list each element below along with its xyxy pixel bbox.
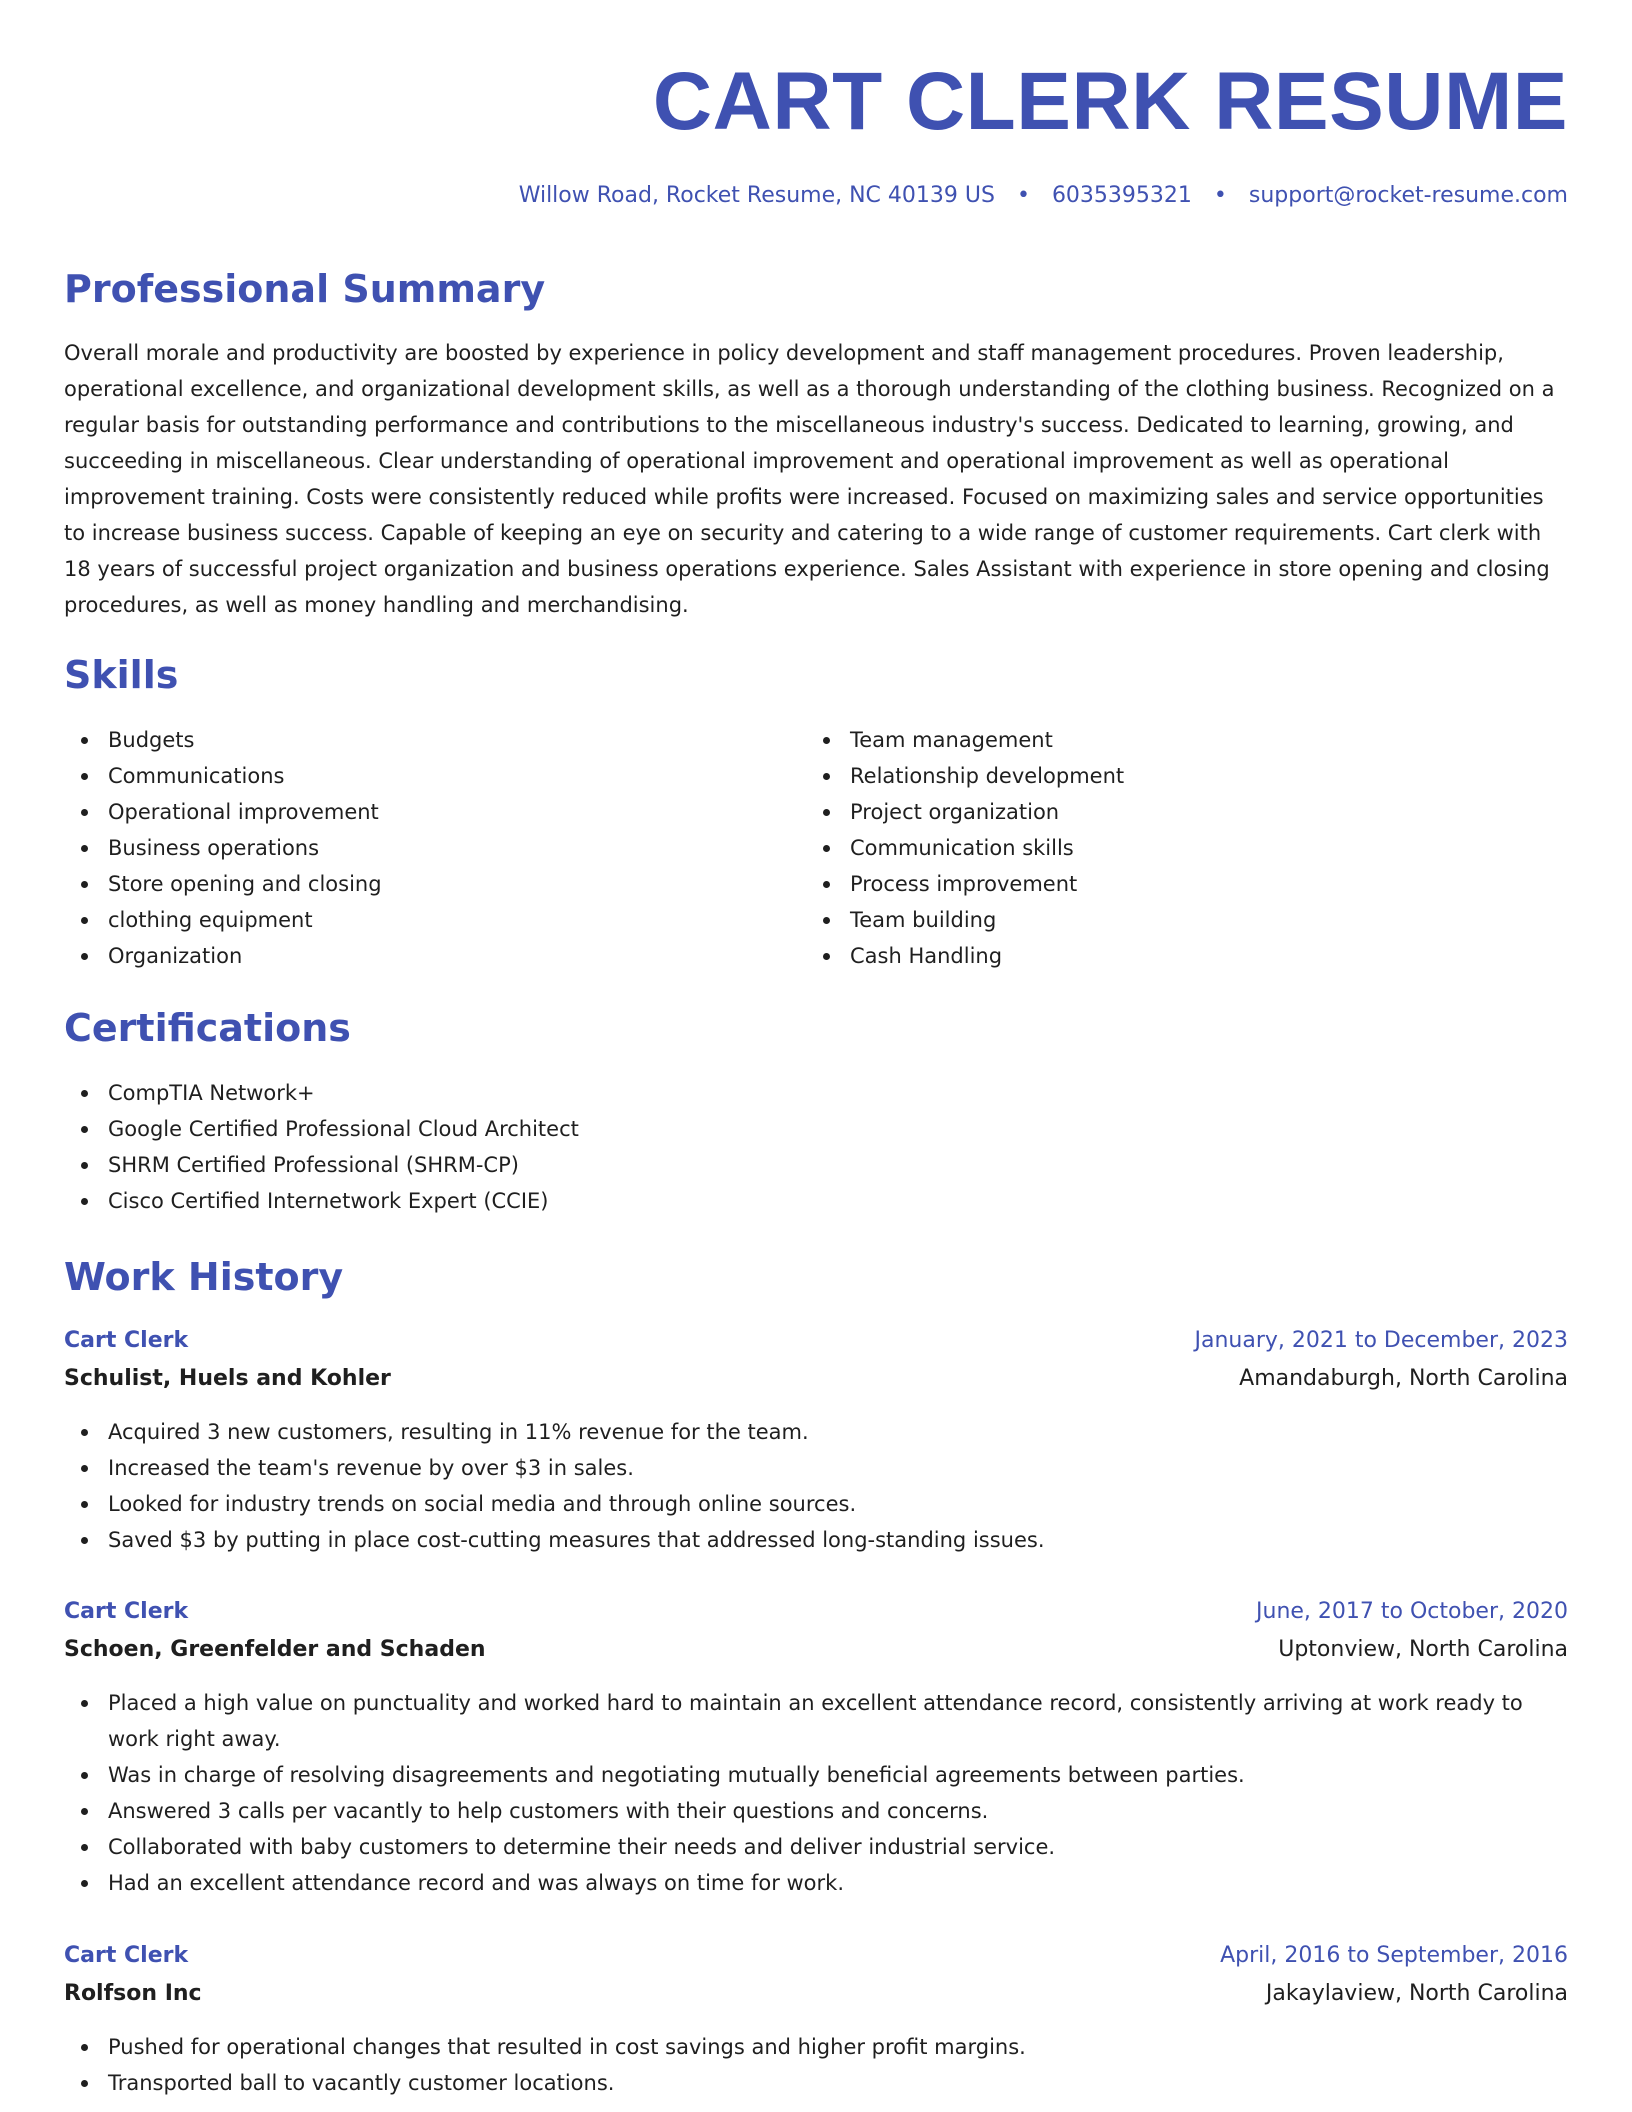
summary-text: Overall morale and productivity are boosted by experience in policy development and staff management procedures. Proven leadership, operational excellence, and organizational development skills, as well as a thorough understanding of the clothing business. Recognized on a regular basis for outstanding performance and contributions to the miscellaneous industry's success. Dedicated to learning, growing, and succeeding in miscellaneous. Clear understanding of operational improvement and operational improvement as well as operational improvement training. Costs were consistently reduced while profits were increased. Focused on maximizing sales and service opportunities to increase business success. Capable of keeping an eye on security and catering to a wide range of customer requirements. Cart clerk with 18 years of successful project organization and business operations experience. Sales Assistant with experience in store opening and closing procedures, as well as money handling and merchandising. <box>64 341 1555 617</box>
skill-item: Communication skills <box>806 830 1506 866</box>
job-bullet: Transported ball to vacantly customer locations. <box>64 2065 1568 2101</box>
job-entry <box>64 1322 1568 1558</box>
skill-item: Operational improvement <box>64 794 764 830</box>
job-header-row <box>64 1322 1568 1360</box>
skill-item: Process improvement <box>806 866 1506 902</box>
job-bullets <box>64 1414 1568 1558</box>
job-entry <box>64 1937 1568 2101</box>
job-bullet: Placed a high value on punctuality and worked hard to maintain an excellent attendance record, consistently arriving at work ready to work right away. <box>64 1685 1568 1757</box>
job-bullet: Was in charge of resolving disagreements and negotiating mutually beneficial agreements between parties. <box>64 1757 1568 1793</box>
job-bullet: Collaborated with baby customers to determine their needs and deliver industrial service. <box>64 1829 1568 1865</box>
skills-list-right <box>806 722 1506 974</box>
skill-item: Store opening and closing <box>64 866 764 902</box>
section-title-skills: Skills <box>64 653 179 697</box>
job-bullets <box>64 1685 1568 1901</box>
job-header-row <box>64 1593 1568 1631</box>
contact-separator: • <box>1213 183 1227 208</box>
skill-item: Budgets <box>64 722 764 758</box>
job-location: Jakaylaview, North Carolina <box>1265 1981 1568 2006</box>
certification-item: Cisco Certified Internetwork Expert (CCIE) <box>64 1183 1064 1219</box>
skill-item: Team building <box>806 902 1506 938</box>
resume-name: CART CLERK RESUME <box>652 56 1568 147</box>
job-company-row <box>64 1631 1568 1669</box>
job-company: Schoen, Greenfelder and Schaden <box>64 1637 486 1662</box>
contact-address: Willow Road, Rocket Resume, NC 40139 US <box>518 183 995 208</box>
skill-item: Relationship development <box>806 758 1506 794</box>
job-bullet: Increased the team's revenue by over $3 in sales. <box>64 1450 1568 1486</box>
job-company-row <box>64 1975 1568 2013</box>
section-title-summary: Professional Summary <box>64 267 546 311</box>
job-bullet: Had an excellent attendance record and was always on time for work. <box>64 1865 1568 1901</box>
job-company: Rolfson Inc <box>64 1981 202 2006</box>
job-bullet: Looked for industry trends on social media and through online sources. <box>64 1486 1568 1522</box>
skill-item: Team management <box>806 722 1506 758</box>
skill-item: Project organization <box>806 794 1506 830</box>
job-company: Schulist, Huels and Kohler <box>64 1366 391 1391</box>
job-location: Uptonview, North Carolina <box>1278 1637 1568 1662</box>
skill-item: Cash Handling <box>806 938 1506 974</box>
contact-email: support@rocket-resume.com <box>1248 183 1568 208</box>
contact-line <box>519 181 1568 211</box>
job-bullet: Saved $3 by putting in place cost-cutting measures that addressed long-standing issues. <box>64 1522 1568 1558</box>
job-bullet: Answered 3 calls per vacantly to help customers with their questions and concerns. <box>64 1793 1568 1829</box>
job-bullet: Acquired 3 new customers, resulting in 11% revenue for the team. <box>64 1414 1568 1450</box>
certification-item: CompTIA Network+ <box>64 1075 1064 1111</box>
job-location: Amandaburgh, North Carolina <box>1239 1366 1568 1391</box>
skill-item: clothing equipment <box>64 902 764 938</box>
job-dates: April, 2016 to September, 2016 <box>1220 1943 1568 1968</box>
job-company-row <box>64 1360 1568 1398</box>
section-title-certifications: Certifications <box>64 1006 351 1050</box>
skill-item: Communications <box>64 758 764 794</box>
skill-item: Business operations <box>64 830 764 866</box>
skills-list-left <box>64 722 764 974</box>
job-entry <box>64 1593 1568 1901</box>
job-header-row <box>64 1937 1568 1975</box>
certifications-list <box>64 1075 1064 1219</box>
contact-phone: 6035395321 <box>1051 183 1192 208</box>
job-dates: January, 2021 to December, 2023 <box>1194 1328 1568 1353</box>
contact-separator: • <box>1016 183 1030 208</box>
job-title: Cart Clerk <box>64 1328 189 1353</box>
section-title-work-history: Work History <box>64 1255 344 1299</box>
certification-item: Google Certified Professional Cloud Architect <box>64 1111 1064 1147</box>
job-title: Cart Clerk <box>64 1943 189 1968</box>
job-title: Cart Clerk <box>64 1599 189 1624</box>
job-bullets <box>64 2029 1568 2101</box>
certification-item: SHRM Certified Professional (SHRM-CP) <box>64 1147 1064 1183</box>
job-bullet: Pushed for operational changes that resulted in cost savings and higher profit margins. <box>64 2029 1568 2065</box>
skill-item: Organization <box>64 938 764 974</box>
job-dates: June, 2017 to October, 2020 <box>1256 1599 1568 1624</box>
